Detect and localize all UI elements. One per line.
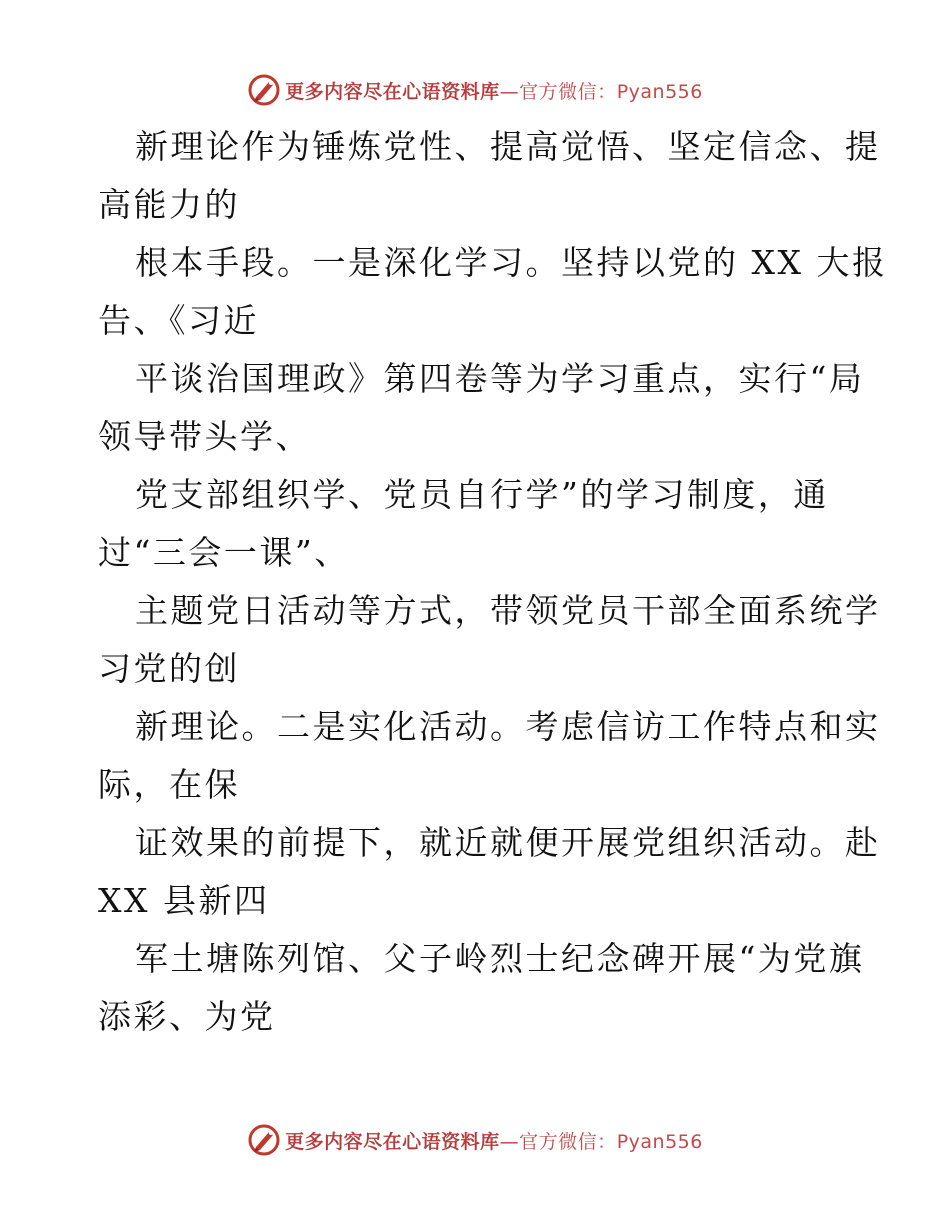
text-line: 过“三会一课”、 (98, 533, 350, 572)
text-line: 新理论作为锤炼党性、提高觉悟、坚定信念、提 (135, 127, 881, 166)
text-line: 证效果的前提下，就近就便开展党组织活动。赴 (135, 823, 881, 862)
text-line: XX 县新四 (98, 881, 270, 920)
text-line: 党支部组织学、党员自行学”的学习制度，通 (135, 475, 829, 514)
text-line: 主题党日活动等方式，带领党员干部全面系统学 (135, 591, 881, 630)
banner-title: 更多内容尽在心语资料库 (285, 1130, 500, 1153)
banner-separator: — (499, 1130, 520, 1153)
text-line: 军土塘陈列馆、父子岭烈士纪念碑开展“为党旗 (135, 939, 865, 978)
banner-wechat-id: Pyan556 (616, 80, 703, 103)
text-line: 添彩、为党 (98, 997, 276, 1036)
document-body (98, 118, 888, 1046)
text-line: 领导带头学、 (98, 417, 311, 456)
text-line: 平谈治国理政》第四卷等为学习重点，实行“局 (135, 359, 865, 398)
text-line: 高能力的 (98, 185, 240, 224)
text-line: 根本手段。一是深化学习。坚持以党的 XX 大报 (135, 243, 888, 282)
header-banner (0, 70, 950, 110)
text-line: 习党的创 (98, 649, 240, 688)
logo-icon (247, 1123, 281, 1157)
logo-icon (247, 73, 281, 107)
text-line: 告、《习近 (98, 301, 259, 340)
banner-wechat-id: Pyan556 (616, 1130, 703, 1153)
banner-title: 更多内容尽在心语资料库 (285, 80, 500, 103)
text-line: 新理论。二是实化活动。考虑信访工作特点和实 (135, 707, 881, 746)
banner-separator: — (499, 80, 520, 103)
text-line: 际，在保 (98, 765, 240, 804)
footer-banner (0, 1120, 950, 1160)
banner-wechat-label: 官方微信： (519, 80, 617, 103)
banner-wechat-label: 官方微信： (519, 1130, 617, 1153)
